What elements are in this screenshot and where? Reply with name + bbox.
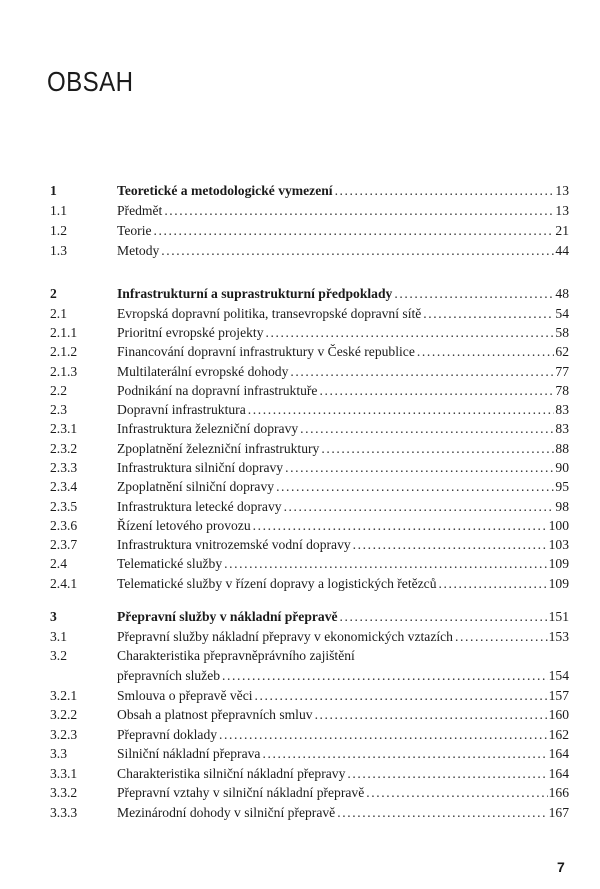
dot-leader	[161, 241, 554, 261]
toc-entry	[0, 221, 600, 241]
toc-entry-page: 90	[555, 460, 569, 475]
dot-leader	[284, 497, 555, 517]
toc-entry-title: Dopravní infrastruktura	[117, 402, 246, 417]
toc-entry-title: Infrastruktura vnitrozemské vodní dopravy	[117, 537, 351, 552]
toc-entry-line	[117, 323, 569, 343]
dot-leader	[340, 607, 548, 627]
toc-entry-line	[117, 646, 569, 666]
toc-entry-page: 100	[548, 518, 569, 533]
toc-entry-number: 1	[50, 183, 57, 198]
toc-entry	[0, 181, 600, 201]
dot-leader	[276, 477, 554, 497]
dot-leader	[319, 381, 554, 401]
toc-entry	[0, 803, 600, 823]
toc-entry-line	[117, 554, 569, 574]
toc-entry-page: 166	[548, 785, 569, 800]
toc-entry	[0, 627, 600, 647]
toc-entry-line	[117, 221, 569, 241]
toc-entry	[0, 574, 600, 594]
toc-entry	[0, 783, 600, 803]
toc-entry	[0, 744, 600, 764]
toc-entry-line	[117, 241, 569, 261]
toc-entry-title: Mezinárodní dohody v silniční přepravě	[117, 805, 336, 820]
toc-entry-number: 2	[50, 286, 57, 301]
toc-entry-number: 3.3.2	[50, 785, 78, 800]
toc-entry-number: 2.1.2	[50, 344, 78, 359]
toc-entry-number: 3.2.3	[50, 727, 78, 742]
toc-entry-number: 2.3.7	[50, 537, 78, 552]
toc-entry-page: 160	[548, 707, 569, 722]
toc-entry-title: Zpoplatnění železniční infrastruktury	[117, 441, 320, 456]
dot-leader	[164, 201, 554, 221]
toc-entry-number: 2.3.4	[50, 479, 78, 494]
toc-entry-number: 2.1	[50, 306, 67, 321]
toc-entry-line	[117, 304, 569, 324]
toc-entry-number: 3.2	[50, 648, 67, 663]
toc-entry-number: 1.1	[50, 203, 67, 218]
dot-leader	[266, 323, 555, 343]
toc-entry-page: 151	[548, 609, 569, 624]
dot-leader	[253, 516, 548, 536]
toc-entry	[0, 646, 600, 666]
toc-entry	[0, 477, 600, 497]
toc-entry-line	[117, 458, 569, 478]
dot-leader	[262, 744, 547, 764]
dot-leader	[321, 439, 554, 459]
page-number: 7	[557, 859, 565, 875]
dot-leader	[255, 686, 548, 706]
dot-leader	[315, 705, 548, 725]
toc-entry-title: Řízení letového provozu	[117, 518, 251, 533]
toc-entry-line	[117, 342, 569, 362]
toc-entry-number: 2.4.1	[50, 576, 78, 591]
dot-leader	[300, 419, 554, 439]
toc-entry	[0, 419, 600, 439]
toc-entry-number: 2.3	[50, 402, 67, 417]
toc-entry-line	[117, 627, 569, 647]
toc-entry	[0, 342, 600, 362]
dot-leader	[154, 221, 555, 241]
toc-entry-page: 103	[548, 537, 569, 552]
toc-entry-title: Smlouva o přepravě věci	[117, 688, 253, 703]
toc-entry-line	[117, 381, 569, 401]
toc-entry-page: 153	[548, 629, 569, 644]
toc-entry-page: 21	[555, 223, 569, 238]
toc-entry	[0, 535, 600, 555]
toc-entry-title: Evropská dopravní politika, transevropské dopravní sítě	[117, 306, 422, 321]
toc-entry-number: 3.2.2	[50, 707, 78, 722]
toc-entry-title: Zpoplatnění silniční dopravy	[117, 479, 275, 494]
toc-entry-title: Telematické služby v řízení dopravy a logistických řetězců	[117, 576, 437, 591]
toc-entry-number: 2.3.2	[50, 441, 78, 456]
toc-entry-page: 109	[548, 576, 569, 591]
toc-entry-title: Silniční nákladní přeprava	[117, 746, 261, 761]
toc-entry	[0, 725, 600, 745]
toc-entry-number: 2.3.1	[50, 421, 78, 436]
toc-entry-page: 77	[555, 364, 569, 379]
toc-entry-page: 95	[555, 479, 569, 494]
toc-entry-line	[117, 705, 569, 725]
toc-entry	[0, 304, 600, 324]
toc-entry	[0, 554, 600, 574]
toc-entry-title: Infrastruktura letecké dopravy	[117, 499, 282, 514]
toc-entry	[0, 241, 600, 261]
toc-entry-title: Telematické služby	[117, 556, 223, 571]
toc-entry	[0, 323, 600, 343]
toc-entry	[0, 516, 600, 536]
toc-entry-line	[117, 181, 569, 201]
toc-entry-title: Metody	[117, 243, 160, 258]
toc-entry-title: Předmět	[117, 203, 163, 218]
toc-entry-line	[117, 497, 569, 517]
toc-entry-title: Financování dopravní infrastruktury v České republice	[117, 344, 415, 359]
dot-leader	[285, 458, 554, 478]
toc-entry-line	[117, 477, 569, 497]
toc-entry-line	[117, 666, 569, 686]
dot-leader	[423, 304, 554, 324]
toc-entry-line	[117, 284, 569, 304]
toc-entry-line	[117, 744, 569, 764]
toc-entry	[0, 764, 600, 784]
toc-entry-title: Charakteristika přepravněprávního zajištění	[117, 648, 355, 663]
dot-leader	[224, 554, 547, 574]
toc-entry-title: Obsah a platnost přepravních smluv	[117, 707, 313, 722]
dot-leader	[347, 764, 547, 784]
toc-entry-page: 88	[555, 441, 569, 456]
toc-entry-number: 2.4	[50, 556, 67, 571]
toc-entry-title: Prioritní evropské projekty	[117, 325, 264, 340]
dot-leader	[337, 803, 547, 823]
dot-leader	[335, 181, 555, 201]
toc-entry-page: 157	[548, 688, 569, 703]
dot-leader	[455, 627, 548, 647]
toc-entry-page: 58	[555, 325, 569, 340]
toc-entry-title: Infrastruktura silniční dopravy	[117, 460, 284, 475]
toc-entry-page: 62	[555, 344, 569, 359]
toc-entry-title: Přepravní služby v nákladní přepravě	[117, 609, 338, 624]
toc-entry-page: 48	[555, 286, 569, 301]
toc-entry-page: 164	[548, 766, 569, 781]
toc-entry-title: Infrastrukturní a suprastrukturní předpoklady	[117, 286, 393, 301]
dot-leader	[222, 666, 548, 686]
toc-entry	[0, 497, 600, 517]
toc-entry-continuation	[0, 666, 600, 686]
toc-entry-page: 13	[555, 203, 569, 218]
toc-entry-number: 2.1.1	[50, 325, 78, 340]
toc-entry-page: 83	[555, 421, 569, 436]
toc-entry-number: 1.2	[50, 223, 67, 238]
toc-entry-number: 2.3.6	[50, 518, 78, 533]
toc-entry-page: 109	[548, 556, 569, 571]
toc-entry	[0, 284, 600, 304]
toc-entry-line	[117, 574, 569, 594]
toc-entry-line	[117, 725, 569, 745]
toc-entry-number: 2.1.3	[50, 364, 78, 379]
toc-entry-number: 3.1	[50, 629, 67, 644]
toc-entry-line	[117, 803, 569, 823]
toc-entry-title: Charakteristika silniční nákladní přepravy	[117, 766, 346, 781]
toc-entry-page: 44	[555, 243, 569, 258]
toc-entry-title: Přepravní doklady	[117, 727, 218, 742]
toc-entry-number: 3.3	[50, 746, 67, 761]
toc-entry-page: 98	[555, 499, 569, 514]
toc-entry	[0, 705, 600, 725]
toc-entry-page: 78	[555, 383, 569, 398]
toc-entry-number: 3.3.3	[50, 805, 78, 820]
toc-entry-line	[117, 764, 569, 784]
toc-entry	[0, 607, 600, 627]
toc-entry-title: Infrastruktura železniční dopravy	[117, 421, 299, 436]
toc-entry-title: Přepravní služby nákladní přepravy v ekonomických vztazích	[117, 629, 453, 644]
toc-entry-number: 3.2.1	[50, 688, 78, 703]
toc-entry-line	[117, 362, 569, 382]
dot-leader	[394, 284, 554, 304]
toc-entry	[0, 381, 600, 401]
toc-entry-number: 2.2	[50, 383, 67, 398]
toc-entry-line	[117, 516, 569, 536]
toc-entry	[0, 362, 600, 382]
toc-entry-line	[117, 607, 569, 627]
toc-entry-title: Multilaterální evropské dohody	[117, 364, 289, 379]
toc-entry	[0, 458, 600, 478]
dot-leader	[366, 783, 547, 803]
toc-entry-number: 2.3.3	[50, 460, 78, 475]
toc-entry-number: 1.3	[50, 243, 67, 258]
toc-entry-title: Podnikání na dopravní infrastruktuře	[117, 383, 318, 398]
toc-entry-number: 3.3.1	[50, 766, 78, 781]
page-title: OBSAH	[47, 66, 134, 97]
dot-leader	[417, 342, 555, 362]
dot-leader	[439, 574, 548, 594]
toc-entry-page: 162	[548, 727, 569, 742]
toc-entry-page: 167	[548, 805, 569, 820]
dot-leader	[219, 725, 548, 745]
toc-entry-line	[117, 686, 569, 706]
toc-entry-title: Přepravní vztahy v silniční nákladní přepravě	[117, 785, 365, 800]
toc-entry-line	[117, 201, 569, 221]
dot-leader	[290, 362, 554, 382]
dot-leader	[248, 400, 555, 420]
toc-entry-page: 83	[555, 402, 569, 417]
toc-entry-line	[117, 783, 569, 803]
toc-entry-page: 154	[548, 668, 569, 683]
toc-entry	[0, 686, 600, 706]
toc-entry-page: 54	[555, 306, 569, 321]
toc-entry-line	[117, 400, 569, 420]
dot-leader	[353, 535, 548, 555]
toc-entry-line	[117, 419, 569, 439]
toc-entry	[0, 439, 600, 459]
toc-entry	[0, 400, 600, 420]
toc-entry-page: 164	[548, 746, 569, 761]
toc-entry-number: 3	[50, 609, 57, 624]
toc-entry-title-cont: přepravních služeb	[117, 668, 221, 683]
toc-entry-number: 2.3.5	[50, 499, 78, 514]
toc-entry	[0, 201, 600, 221]
toc-entry-line	[117, 439, 569, 459]
toc-entry-page: 13	[555, 183, 569, 198]
toc-entry-line	[117, 535, 569, 555]
toc-entry-title: Teoretické a metodologické vymezení	[117, 183, 333, 198]
toc-entry-title: Teorie	[117, 223, 152, 238]
